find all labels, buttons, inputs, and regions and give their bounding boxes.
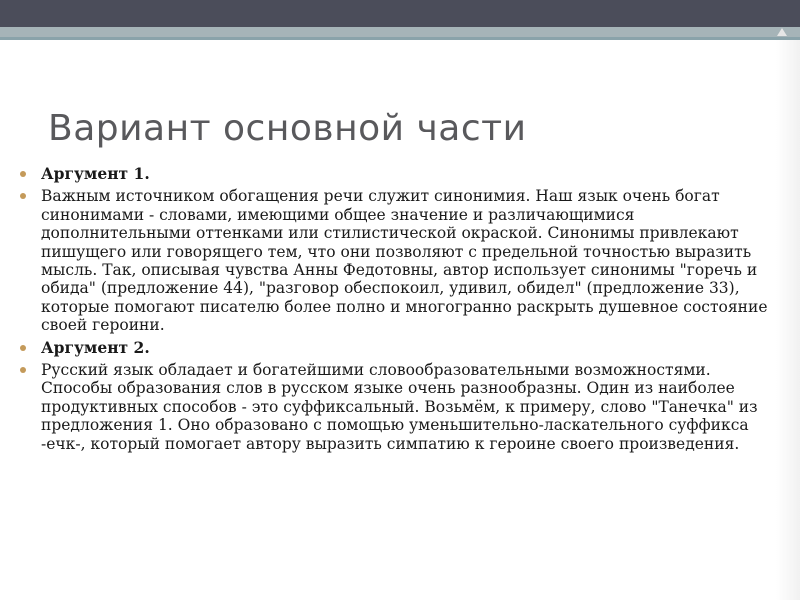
slide-title: Вариант основной части [48, 108, 527, 149]
bullet-icon [20, 367, 26, 373]
list-item-text: Аргумент 1. [41, 164, 150, 183]
header-bar-dark [0, 0, 800, 27]
list-item-text: Важным источником обогащения речи служит синонимия. Наш язык очень богат синонимами - словами, имеющими общее значение и различающимися дополнительными оттенками или стилистической окраской. Синонимы привлекают пишущего или говорящего тем, что они позволяют с предельной точностью выразить мысль. Так, описывая чувства Анны Федотовны, автор использует синонимы "горечь и обида" (предложение 44), "разговор обеспокоил, удивил, обидел" (предложение 33), которые помогают писателю более полно и многогранно раскрыть душевное состояние своей героини. [41, 187, 768, 335]
list-item-argument-1-heading [20, 165, 772, 183]
bullet-icon [20, 193, 26, 199]
corner-decoration-icon [777, 28, 787, 36]
list-item-argument-1-body [20, 187, 772, 334]
right-edge-shadow [776, 40, 800, 600]
list-item-argument-2-body [20, 361, 772, 453]
list-item-text: Аргумент 2. [41, 337, 150, 357]
header-bar-accent [0, 37, 800, 40]
bullet-icon [20, 345, 26, 351]
list-item-argument-2-heading [20, 339, 772, 357]
header-bar-light [0, 27, 800, 37]
bullet-icon [20, 171, 26, 177]
slide-content-list [20, 165, 772, 457]
list-item-text: Русский язык обладает и богатейшими словообразовательными возможностями. Способы образования слов в русском языке очень разнообразны. Один из наиболее продуктивных способов - это суффиксальный. Возьмём, к примеру, слово "Танечка" из предложения 1. Оно образовано с помощью уменьшительно-ласкательного суффикса -ечк-, который помогает автору выразить симпатию к героине своего произведения. [41, 361, 758, 453]
